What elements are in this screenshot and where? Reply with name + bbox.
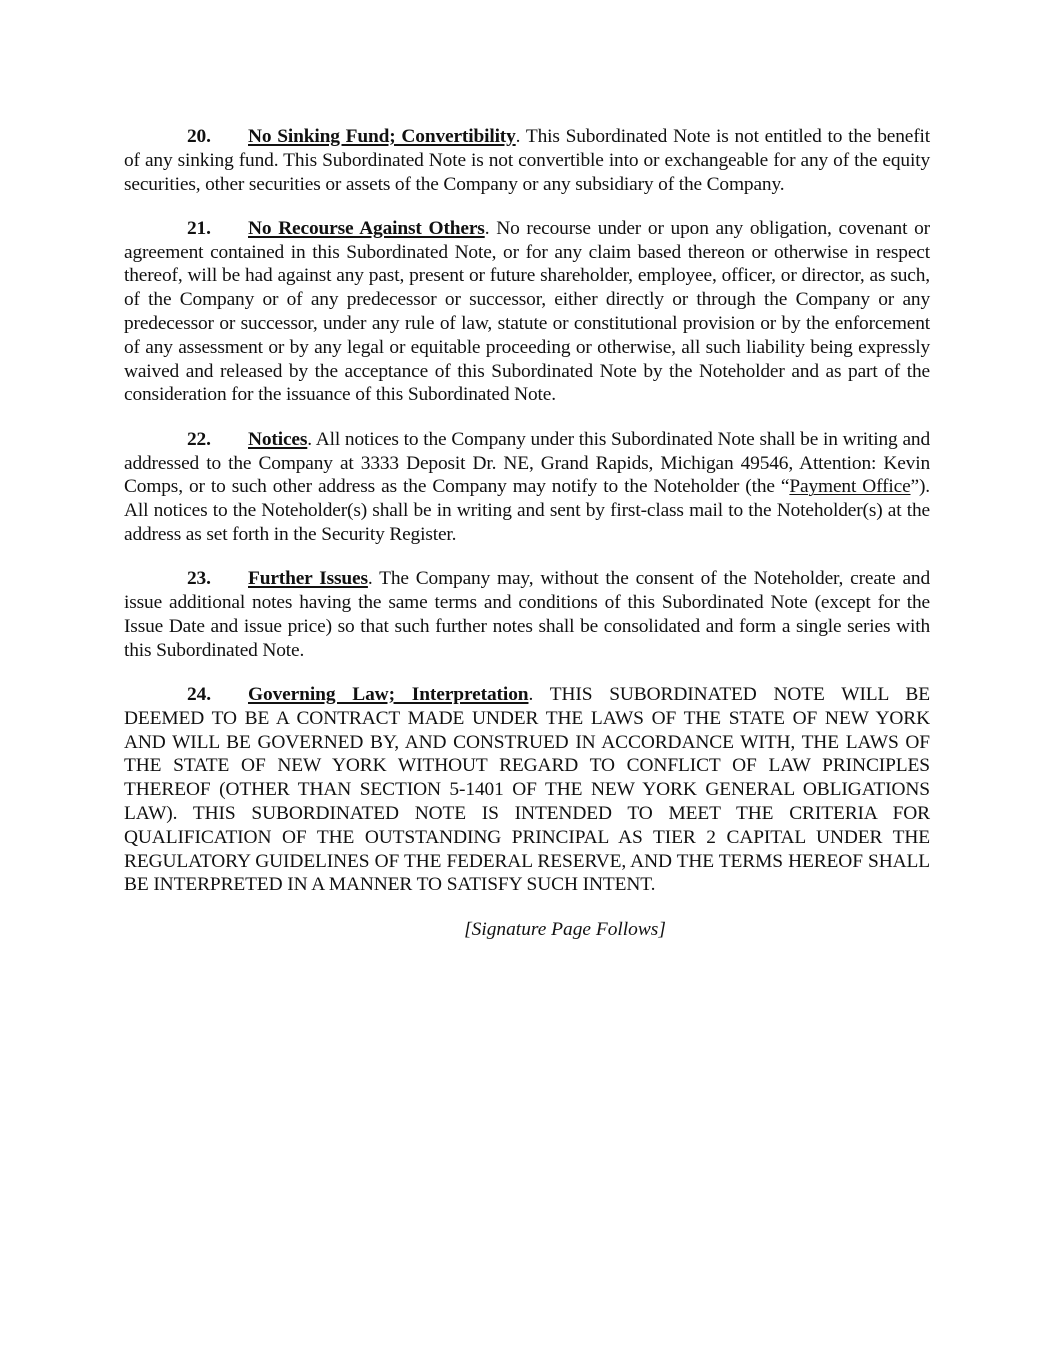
heading-period: . [484, 217, 490, 239]
section-21 [124, 217, 930, 407]
section-23 [124, 567, 930, 662]
section-number: 20. [187, 126, 211, 147]
document-page [124, 125, 930, 961]
section-body-part-1: All notices to the Company under this Subordinated Note shall be in writing and addressed to the Company at 3333 Deposit Dr. NE, Grand Rapids, Michigan 49546, Attention: Kevin Comps, or to such other address as the Company may notify to the Noteholder (the “ [124, 428, 930, 498]
section-body: The Company may, without the consent of the Noteholder, create and issue additional notes having the same terms and conditions of this Subordinated Note (except for the Issue Date and issue price) so that such further notes shall be consolidated and form a single series with this Subordinated Note. [124, 568, 931, 661]
section-body: THIS SUBORDINATED NOTE WILL BE DEEMED TO BE A CONTRACT MADE UNDER THE LAWS OF THE STATE OF NEW YORK AND WILL BE GOVERNED BY, AND CONSTRUED IN ACCORDANCE WITH, THE LAWS OF THE STATE OF NEW YORK WITHOUT REGARD TO CONFLICT OF LAW PRINCIPLES THEREOF (OTHER THAN SECTION 5-1401 OF THE NEW YORK GENERAL OBLIGATIONS LAW). THIS SUBORDINATED NOTE IS INTENDED TO MEET THE CRITERIA FOR QUALIFICATION OF THE OUTSTANDING PRINCIPAL AS TIER 2 CAPITAL UNDER THE REGULATORY GUIDELINES OF THE FEDERAL RESERVE, AND THE TERMS HEREOF SHALL BE INTERPRETED IN A MANNER TO SATISFY SUCH INTENT. [124, 683, 930, 896]
section-number: 23. [187, 568, 211, 590]
section-body-part-2: ”). All notices to the Noteholder(s) shall be in writing and sent by first-class mail to the Noteholder(s) at the address as set forth in the Security Register. [124, 476, 930, 545]
signature-page-note: [Signature Page Follows] [464, 918, 666, 940]
section-heading: No Recourse Against Others [248, 217, 485, 239]
heading-period: . [367, 568, 373, 590]
section-number: 22. [187, 428, 211, 450]
section-22 [124, 428, 930, 547]
section-heading: Further Issues [248, 568, 368, 590]
defined-term-payment-office: Payment Office [789, 476, 911, 498]
heading-period: . [515, 126, 521, 147]
section-heading: Governing Law; Interpretation [248, 683, 529, 705]
section-body: This Subordinated Note is not entitled to the benefit of any sinking fund. This Subordinated Note is not convertible into or exchangeable for any of the equity securities, other securities or assets of the Company or any subsidiary of the Company. [124, 126, 931, 195]
section-body: No recourse under or upon any obligation, covenant or agreement contained in this Subordinated Note, or for any claim based thereon or otherwise in respect thereof, will be had against any past, present or future shareholder, employee, officer, or director, as such, of the Company or of any predecessor or successor, either directly or through the Company or any predecessor or successor, under any rule of law, statute or constitutional provision or by the enforcement of any assessment or by any legal or equitable proceeding or otherwise, all such liability being expressly waived and released by the acceptance of this Subordinated Note by the Noteholder and as part of the consideration for the issuance of this Subordinated Note. [124, 217, 930, 406]
section-20 [124, 125, 930, 196]
section-heading: No Sinking Fund; Convertibility [248, 126, 516, 147]
heading-period: . [528, 683, 534, 705]
section-number: 24. [187, 683, 211, 705]
heading-period: . [307, 428, 312, 450]
section-number: 21. [187, 217, 211, 239]
section-24 [124, 683, 930, 897]
section-heading: Notices [248, 428, 308, 450]
